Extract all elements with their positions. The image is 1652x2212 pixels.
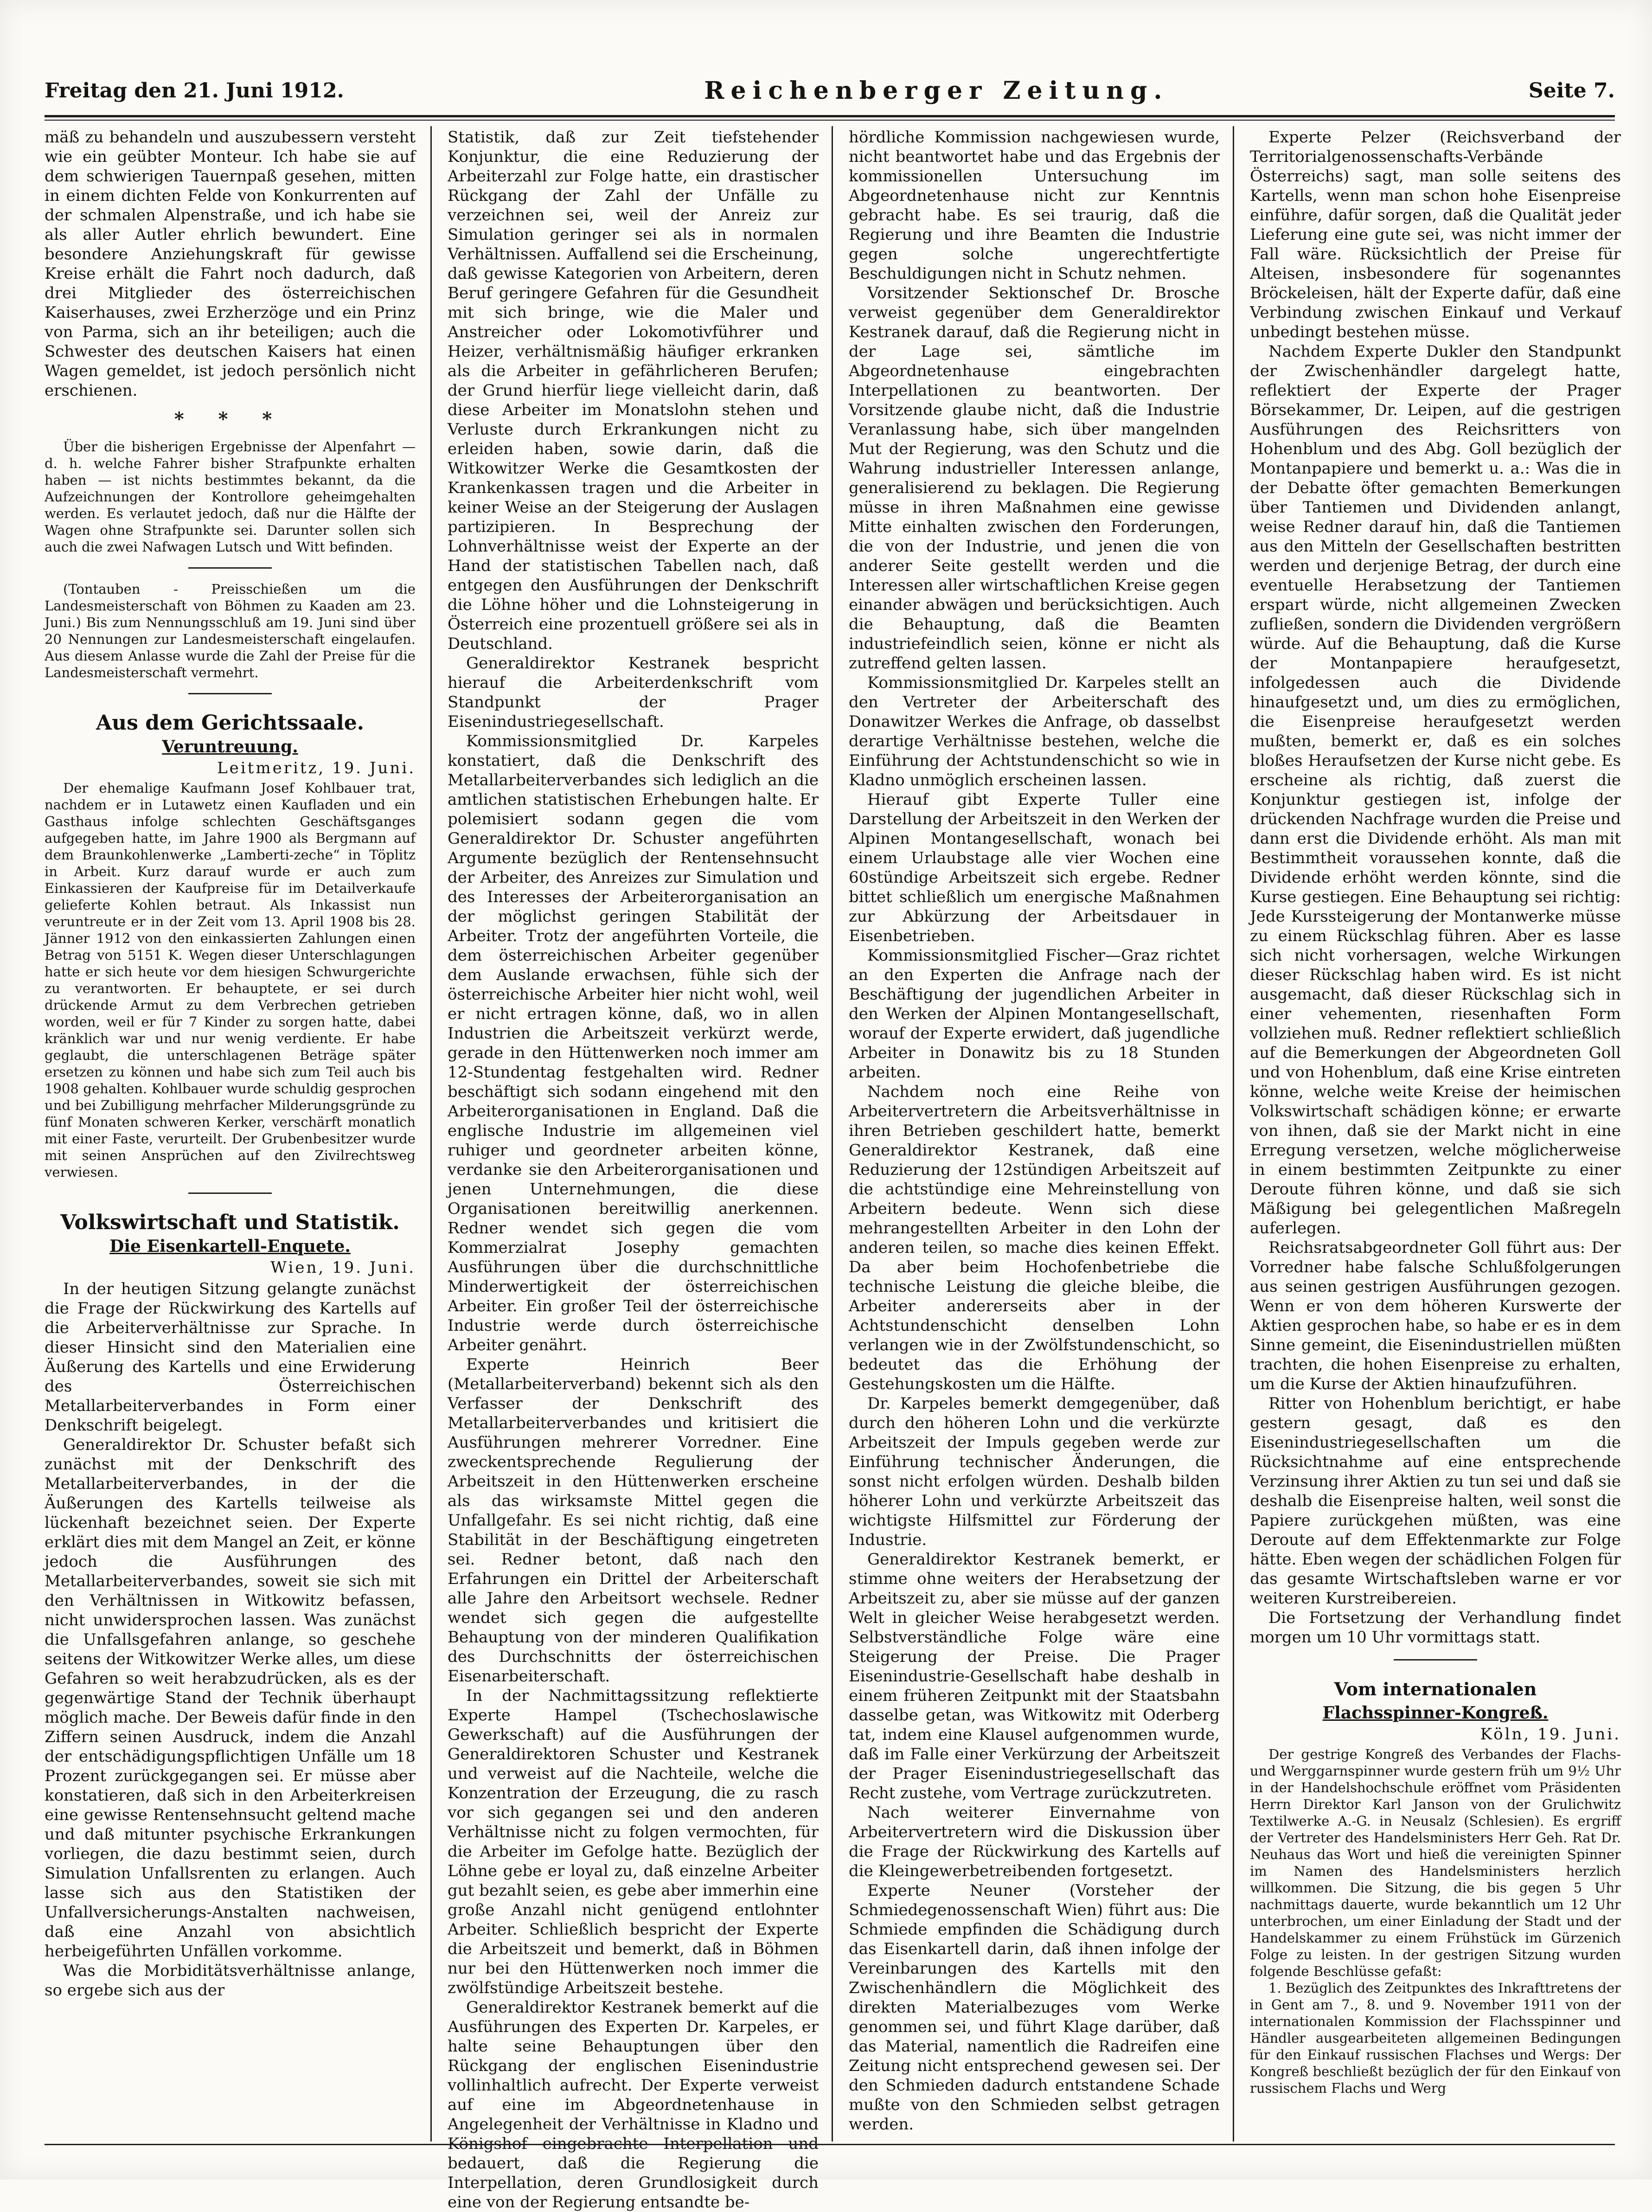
- article-paragraph: Statistik, daß zur Zeit tiefstehender Konjunktur, die eine Reduzierung der Arbeiterzahl zur Folge hatte, ein drastischer Rückgang der Zahl der Unfälle zu verzeichnen sei, weil der Anreiz zur Simulation geringer sei als in normalen Verhältnissen. Auffallend sei die Erscheinung, daß gewisse Kategorien von Arbeitern, deren Beruf geringere Gefahren für die Gesundheit mit sich bringe, wie die Maler und Anstreicher oder Lokomotivführer und Heizer, verhältnismäßig häufiger erkranken als die Arbeiter in gefährlicheren Berufen; der Grund hierfür liege vielleicht darin, daß diese Arbeiter im Monatslohn stehen und Verluste durch Erkrankungen nicht zu erleiden haben, sowie darin, daß die Witkowitzer Werke die Gesamtkosten der Krankenkassen tragen und die Arbeiter in keiner Weise an der Steigerung der Auslagen partizipieren. In Besprechung der Lohnverhältnisse weist der Experte an der Hand der statistischen Tabellen nach, daß entgegen den Ausführungen der Denkschrift die Löhne höher und die Lohnsteigerung in Österreich eine prozentuell größere sei als in Deutschland.: [448, 128, 819, 653]
- article-paragraph: Generaldirektor Dr. Schuster befaßt sich zunächst mit der Denkschrift des Metallarbeiterverbandes, in der die Äußerungen des Kartells teilweise als lückenhaft bezeichnet seien. Der Experte erklärt dies mit dem Mangel an Zeit, er könne jedoch die Ausführungen des Metallarbeiterverbandes, soweit sie sich mit den Verhältnissen in Witkowitz befassen, nicht unwidersprochen lassen. Was zunächst die Unfallsgefahren anlange, so geschehe seitens der Witkowitzer Werke alles, um diese Gefahren so weit herabzudrücken, als es der gegenwärtige Stand der Technik überhaupt möglich mache. Der Beweis dafür finde in den Ziffern seinen Ausdruck, indem die Anzahl der entschädigungspflichtigen Unfälle um 18 Prozent zurückgegangen sei. Er müsse aber konstatieren, daß sich in den Arbeiterkreisen eine gewisse Rentensehnsucht geltend mache und daß mitunter psychische Erkrankungen vorliegen, die dazu bestimmt seien, durch Simulation Unfallsrenten zu erlangen. Auch lasse sich aus den Statistiken der Unfallversicherungs-Anstalten nachweisen, daß eine Anzahl von absichtlich herbeigeführten Unfällen vorkomme.: [45, 1436, 416, 1961]
- article-paragraph: Ritter von Hohenblum berichtigt, er habe gestern gesagt, daß es den Eisenindustriegesellschaften um die Rücksichtnahme auf eine entsprechende Verzinsung ihrer Aktien zu tun sei und daß sie deshalb die Eisenpreise halten, weil sonst die Papiere zurückgehen müßten, was eine Deroute auf dem Effektenmarkte zur Folge hätte. Eben wegen der schädlichen Folgen für das gesamte Wirtschaftsleben warne er vor weiteren Kurstreibereien.: [1250, 1394, 1621, 1608]
- article-paragraph: Dr. Karpeles bemerkt demgegenüber, daß durch den höheren Lohn und die verkürzte Arbeitszeit der Impuls gegeben werde zur Einführung technischer Änderungen, die sonst nicht erfolgen würden. Deshalb bilden höherer Lohn und verkürzte Arbeitszeit das wichtigste Hilfsmittel zur Förderung der Industrie.: [849, 1394, 1220, 1549]
- divider: [188, 567, 272, 569]
- column-divider: [1233, 126, 1234, 2141]
- dateline: Wien, 19. Juni.: [270, 1258, 416, 1277]
- article-paragraph: Der gestrige Kongreß des Verbandes der Flachs- und Werggarnspinner wurde gestern früh um 9½ Uhr in der Handelshochschule eröffnet vom Präsidenten Herrn Direktor Karl Janson von der Grulichwitz Textilwerke A.-G. in Neusalz (Schlesien). Es ergriff der Vertreter des Handelsministers Herr Geh. Rat Dr. Neuhaus das Wort und hieß die vereinigten Spinner im Namen des Handelsministers herzlich willkommen. Die Sitzung, die bis gegen 5 Uhr nachmittags dauerte, wurde bekanntlich um 12 Uhr unterbrochen, um einer Einladung der Stadt und der Handelskammer zu einem Frühstück im Gürzenich Folge zu leisten. In der gestrigen Sitzung wurden folgende Beschlüsse gefaßt:: [1250, 1746, 1621, 1979]
- article-paragraph: Kommissionsmitglied Fischer—Graz richtet an den Experten die Anfrage nach der Beschäftigung der jugendlichen Arbeiter in den Werken der Alpinen Montangesellschaft, worauf der Experte erwidert, daß jugendliche Arbeiter in Donawitz bis zu 18 Stunden arbeiten.: [849, 946, 1220, 1082]
- section-heading: Vom internationalen: [1334, 1679, 1537, 1699]
- article-paragraph: hördliche Kommission nachgewiesen wurde, nicht beantwortet habe und das Ergebnis der kommissionellen Untersuchung im Abgeordnetenhause nicht zur Kenntnis gebracht habe. Es sei traurig, daß die Regierung und ihre Beamten die Industrie gegen solche ungerechtfertigte Beschuldigungen nicht in Schutz nehmen.: [849, 128, 1220, 283]
- page-number: Seite 7.: [1528, 78, 1615, 103]
- article-paragraph: Der ehemalige Kaufmann Josef Kohlbauer trat, nachdem er in Lutawetz einen Kaufladen und ein Gasthaus infolge schlechten Geschäftsganges aufgegeben hatte, im Jahre 1900 als Bergmann auf dem Braunkohlenwerke „Lamberti-zeche“ in Töplitz in Arbeit. Kurz darauf wurde er auch zum Einkassieren der Kaufpreise für im Detailverkaufe gelieferte Kohlen betraut. Als Inkassist nun veruntreute er in der Zeit vom 13. April 1908 bis 28. Jänner 1912 von den einkassierten Zahlungen einen Betrag von 5151 K. Wegen dieser Unterschlagungen hatte er sich heute vor dem hiesigen Schwurgerichte zu verantworten. Er behauptete, er sei durch drückende Armut zu dem Verbrechen getrieben worden, weil er für 7 Kinder zu sorgen hatte, dabei kränklich war und nur wenig verdiente. Er habe geglaubt, die unterschlagenen Beträge später ersetzen zu können und habe sich zum Teil auch bis 1908 gehalten. Kohlbauer wurde schuldig gesprochen und bei Zubilligung mehrfacher Milderungsgründe zu fünf Monaten schweren Kerker, verschärft monatlich mit einer Faste, verurteilt. Der Grubenbesitzer wurde mit seinen Ansprüchen auf den Zivilrechtsweg verwiesen.: [45, 780, 416, 1180]
- article-paragraph: Kommissionsmitglied Dr. Karpeles konstatiert, daß die Denkschrift des Metallarbeiterverbandes sich lediglich an die amtlichen statistischen Erhebungen halte. Er polemisiert sodann gegen die vom Generaldirektor Dr. Schuster angeführten Argumente bezüglich der Rentensehnsucht der Arbeiter, des Anreizes zur Simulation und des Interesses der Arbeiterorganisation an der möglichst geringen Stabilität der Arbeiter. Trotz der angeführten Vorteile, die dem österreichischen Arbeiter gegenüber dem Auslande erwachsen, fühle sich der österreichische Arbeiter hier nicht wohl, weil er nicht ertragen könne, daß, wo in allen Industrien die Arbeitszeit verkürzt werde, gerade in den Hüttenwerken noch immer am 12-Stundentag festgehalten wird. Redner beschäftigt sich sodann eingehend mit den Arbeiterorganisationen in England. Daß die englische Industrie im allgemeinen viel ruhiger und geordneter arbeiten könne, verdanke sie den Arbeiterorganisationen und jenen Unternehmungen, die diese Organisationen bereitwillig anerkennen. Redner wendet sich gegen die vom Kommerzialrat Josephy gemachten Ausführungen über die durchschnittliche Minderwertigkeit der österreichischen Arbeiter. Ein großer Teil der österreichische Industrie werde durch österreichische Arbeiter genährt.: [448, 732, 819, 1354]
- article-paragraph: 1. Bezüglich des Zeitpunktes des Inkrafttretens der in Gent am 7., 8. und 9. November 1911 von der internationalen Kommission der Flachsspinner und Händler ausgearbeiteten allgemeinen Bedingungen für den Einkauf russischen Flachses und Wergs: Der Kongreß beschließt bezüglich der für den Einkauf von russischem Flachs und Werg: [1250, 1980, 1621, 2096]
- divider: [188, 693, 272, 694]
- article-paragraph: Nachdem noch eine Reihe von Arbeitervertretern die Arbeitsverhältnisse in ihren Betrieben geschildert hatte, bemerkt Generaldirektor Kestranek, daß eine Reduzierung der 12stündigen Arbeitszeit auf die achtstündige eine Mehreinstellung von Arbeitern bedeute. Wenn sich diese mehrangestellten Arbeiter in den Lohn der anderen teilen, so mache dies keinen Effekt. Da aber beim Hochofenbetriebe die technische Leistung die gleiche bleibe, die Arbeiter andererseits aber in der Achtstundenschicht denselben Lohn verlangen wie in der Zwölfstundenschicht, so bedeutet das die Erhöhung der Gestehungskosten um die Hälfte.: [849, 1083, 1220, 1393]
- article-paragraph: In der Nachmittagssitzung reflektierte Experte Hampel (Tschechoslawische Gewerkschaft) auf die Ausführungen der Generaldirektoren Schuster und Kestranek und verweist auf die Nachteile, welche die Konzentration der Erzeugung, die zu rasch vor sich gegangen sei und den anderen Verhältnisse nicht zu folgen vermochten, für die Arbeiter im Gefolge hatte. Bezüglich der Löhne gebe er loyal zu, daß einzelne Arbeiter gut bezahlt seien, es gebe aber immerhin eine große Anzahl nicht genügend entlohnter Arbeiter. Schließlich bespricht der Experte die Arbeitszeit und bemerkt, daß in Böhmen nur bei den Hüttenwerken noch immer die zwölfstündige Arbeitszeit bestehe.: [448, 1686, 819, 1997]
- column-divider: [430, 126, 432, 2141]
- header-rule-thin: [45, 120, 1615, 121]
- article-paragraph: Reichsratsabgeordneter Goll führt aus: Der Vorredner habe falsche Schlußfolgerungen aus seinen gestrigen Ausführungen gezogen. Wenn er von dem höheren Kurswerte der Aktien gesprochen habe, so habe er es in dem Sinne gemeint, die Eisenindustriellen müßten trachten, die hohen Eisenpreise zu erhalten, um die Kurse der Aktien hinaufzuführen.: [1250, 1238, 1621, 1393]
- section-heading: Volkswirtschaft und Statistik.: [60, 1211, 400, 1234]
- header-rule: [45, 115, 1615, 117]
- dateline: Leitmeritz, 19. Juni.: [217, 759, 416, 777]
- header-date: Freitag den 21. Juni 1912.: [45, 78, 344, 103]
- divider: [188, 1193, 272, 1194]
- column-2: [448, 128, 819, 2212]
- footer-rule: [45, 2144, 1615, 2145]
- article-paragraph: Experte Neuner (Vorsteher der Schmiedegenossenschaft Wien) führt aus: Die Schmiede empfinden die Schädigung durch das Eisenkartell darin, daß ihnen infolge der Vereinbarungen des Kartells mit den Zwischenhändlern die Möglichkeit des direkten Materialbezuges vom Werke genommen sei, und führt Klage darüber, daß das Material, namentlich die Radreifen eine Zeitung nicht entsprechend gewesen sei. Der den Schmieden dadurch entstandene Schade mußte von den Schmieden selbst getragen werden.: [849, 1881, 1220, 2134]
- article-paragraph: mäß zu behandeln und auszubessern versteht wie ein geübter Monteur. Ich habe sie auf dem schwierigen Tauernpaß gesehen, mitten in einem dichten Felde von Konkurrenten auf der schmalen Alpenstraße, und ich habe sie als aller Autler ehrlich bewundert. Eine besondere Anziehungskraft für gewisse Kreise erhält die Fahrt noch dadurch, daß drei Mitglieder des österreichischen Kaiserhauses, zwei Erzherzöge und ein Prinz von Parma, sich an ihr beteiligen; auch die Schwester des deutschen Kaisers hat einen Wagen gemeldet, ist jedoch persönlich nicht erschienen.: [45, 128, 416, 400]
- article-paragraph: Generaldirektor Kestranek bespricht hierauf die Arbeiterdenkschrift vom Standpunkt der Prager Eisenindustriegesellschaft.: [448, 654, 819, 731]
- article-paragraph: Vorsitzender Sektionschef Dr. Brosche verweist gegenüber dem Generaldirektor Kestranek darauf, daß die Regierung nicht in der Lage sei, sämtliche im Abgeordnetenhause eingebrachten Interpellationen zu beantworten. Der Vorsitzende glaube nicht, daß die Industrie Veranlassung habe, sich über mangelnden Mut der Regierung, was den Schutz und die Wahrung industrieller Interessen anlange, generalisierend zu beklagen. Die Regierung müsse in ihren Maßnahmen eine gewisse Mitte einhalten zwischen den Forderungen, die von der Industrie, und jenen die von anderer Seite gestellt werden und die Interessen aller wirtschaftlichen Kreise gegen einander abwägen und berücksichtigen. Auch die Behauptung, daß die Beamten industriefeindlich seien, könne er nicht als zutreffend gelten lassen.: [849, 284, 1220, 673]
- article-paragraph: Experte Pelzer (Reichsverband der Territorialgenossenschafts-Verbände Österreichs) sagt, man solle seitens des Kartells, wenn man schon hohe Eisenpreise einführe, dafür sorgen, daß die Qualität jeder Lieferung eine gute sei, was nicht immer der Fall wäre. Rücksichtlich der Preise für Alteisen, insbesondere für sogenanntes Bröckeleisen, hält der Experte dafür, daß eine Verbindung zwischen Einkauf und Verkauf unbedingt bestehen müsse.: [1250, 128, 1621, 341]
- article-title: Veruntreuung.: [162, 737, 298, 757]
- column-4: [1250, 128, 1621, 2136]
- column-1: [45, 128, 416, 2136]
- masthead-title: Reichenberger Zeitung.: [704, 76, 1169, 105]
- column-3: [849, 128, 1220, 2136]
- article-paragraph: Kommissionsmitglied Dr. Karpeles stellt an den Vertreter der Arbeiterschaft des Donawitzer Werkes die Anfrage, ob dasselbst derartige Verhältnisse bestehen, welche die Einführung der Achtstundenschicht so wie in Kladno unmöglich erscheinen lassen.: [849, 673, 1220, 789]
- article-paragraph: Über die bisherigen Ergebnisse der Alpenfahrt — d. h. welche Fahrer bisher Strafpunkte erhalten haben — ist nichts bestimmtes bekannt, da die Aufzeichnungen der Kontrollore geheimgehalten werden. Es verlautet jedoch, daß nur die Hälfte der Wagen ohne Strafpunkte sei. Darunter sollen sich auch die zwei Nafwagen Lutsch und Witt befinden.: [45, 439, 416, 555]
- article-paragraph: Nach weiterer Einvernahme von Arbeitervertretern wird die Diskussion über die Frage der Rückwirkung des Kartells auf die Kleingewerbetreibenden fortgesetzt.: [849, 1803, 1220, 1880]
- section-stars: * * *: [174, 408, 286, 430]
- article-title: Flachsspinner-Kongreß.: [1322, 1703, 1549, 1723]
- article-paragraph: In der heutigen Sitzung gelangte zunächst die Frage der Rückwirkung des Kartells auf die Arbeiterverhältnisse zur Sprache. In dieser Hinsicht sind den Materialien eine Äußerung des Kartells und eine Erwiderung des Österreichischen Metallarbeiterverbandes in Form einer Denkschrift beigelegt.: [45, 1280, 416, 1435]
- section-heading: Aus dem Gerichtssaale.: [96, 711, 364, 735]
- article-paragraph: Was die Morbiditätsverhältnisse anlange, so ergebe sich aus der: [45, 1962, 416, 2000]
- dateline: Köln, 19. Juni.: [1480, 1725, 1621, 1744]
- article-paragraph: Generaldirektor Kestranek bemerkt, er stimme ohne weiters der Herabsetzung der Arbeitszeit zu, aber sie müsse auf der ganzen Welt in gleicher Weise herabgesetzt werden. Selbstverständliche Folge wäre eine Steigerung der Preise. Die Prager Eisenindustrie-Gesellschaft habe deshalb in einem früheren Zeitpunkt mit der Staatsbahn dasselbe getan, was Witkowitz mit Oderberg tat, indem eine Klausel aufgenommen wurde, daß im Falle einer Verkürzung der Arbeitszeit der Prager Eisenindustriegesellschaft das Recht zustehe, vom Vertrage zurückzutreten.: [849, 1550, 1220, 1802]
- article-paragraph: Generaldirektor Kestranek bemerkt auf die Ausführungen des Experten Dr. Karpeles, er halte seine Behauptungen über den Rückgang der englischen Eisenindustrie vollinhaltlich aufrecht. Der Experte verweist auf eine im Abgeordnetenhause in Angelegenheit der Verhältnisse in Kladno und Königshof eingebrachte Interpellation und bedauert, daß die Regierung die Interpellation, deren Grundlosigkeit durch eine von der Regierung entsandte be-: [448, 1998, 819, 2212]
- page-header: [45, 70, 1615, 111]
- article-paragraph: Die Fortsetzung der Verhandlung findet morgen um 10 Uhr vormittags statt.: [1250, 1609, 1621, 1647]
- article-paragraph: (Tontauben - Preisschießen um die Landesmeisterschaft von Böhmen zu Kaaden am 23. Juni.) Bis zum Nennungsschluß am 19. Juni sind über 20 Nennungen zur Landesmeisterschaft eingelaufen. Aus diesem Anlasse wurde die Zahl der Preise für die Landesmeisterschaft vermehrt.: [45, 581, 416, 680]
- article-paragraph: Hierauf gibt Experte Tuller eine Darstellung der Arbeitszeit in den Werken der Alpinen Montangesellschaft, wonach bei einem Urlaubstage alle vier Wochen eine 60stündige Arbeitszeit sich ergebe. Redner bittet schließlich um energische Maßnahmen zur Abkürzung der Arbeitsdauer in Eisenbetrieben.: [849, 790, 1220, 945]
- column-divider: [832, 126, 833, 2141]
- divider: [1394, 1659, 1477, 1661]
- article-title: Die Eisenkartell-Enquete.: [109, 1237, 351, 1256]
- article-paragraph: Nachdem Experte Dukler den Standpunkt der Zwischenhändler dargelegt hatte, reflektiert der Experte der Prager Börsekammer, Dr. Leipen, auf die gestrigen Ausführungen des Reichsritters von Hohenblum und des Abg. Goll bezüglich der Montanpapiere und bemerkt u. a.: Was die in der Debatte öfter gemachten Bemerkungen über Tantiemen und Dividenden anlangt, weise Redner darauf hin, daß die Tantiemen aus den Mitteln der Gesellschaften bestritten werden und derjenige Betrag, der durch eine eventuelle Herabsetzung der Tantiemen erspart würde, nicht allgemeinen Zwecken zufließen, sondern die Dividenden vergrößern würde. Auf die Behauptung, daß die Kurse der Montanpapiere heraufgesetzt, infolgedessen auch die Dividende hinaufgesetzt und, um dies zu ermöglichen, die Eisenpreise heraufgesetzt werden mußten, bemerkt er, daß es ein solches bloßes Heraufsetzen der Kurse nicht gebe. Es erscheine als richtig, daß zuerst die Konjunktur gestiegen ist, infolge der drückenden Nachfrage wurden die Preise und dann erst die Dividende erhöht. Als man mit Bestimmtheit voraussehen konnte, daß die Dividende erhöht werden könnte, sind die Kurse gestiegen. Eine Behauptung sei richtig: Jede Kurssteigerung der Montanwerke müsse zu einem Rückschlag führen. Aber es lasse sich nicht vorhersagen, welche Wirkungen dieser Rückschlag haben wird. Es ist nicht ausgemacht, daß dieser Rückschlag sich in einer vehementen, riesenhaften Form vollziehen muß. Redner reflektiert schließlich auf die Bemerkungen der Abgeordneten Goll und von Hohenblum, daß eine Krise eintreten könne, welche weite Kreise der heimischen Volkswirtschaft schädigen könne; er erwarte von ihnen, daß sie der Markt nicht in eine Erregung versetzen, welche möglicherweise in einem bestimmten Zeitpunkte zu einer Deroute führen könne, und daß sie sich Mäßigung bei gelegentlichen Maßregeln auferlegen.: [1250, 342, 1621, 1237]
- article-paragraph: Experte Heinrich Beer (Metallarbeiterverband) bekennt sich als den Verfasser der Denkschrift des Metallarbeiterverbandes und kritisiert die Ausführungen mehrerer Vorredner. Eine zweckentsprechende Regulierung der Arbeitszeit in den Hüttenwerken erscheine als das wirksamste Mittel gegen die Unfallgefahr. Es sei nicht richtig, daß eine Stabilität in der Beschäftigung eingetreten sei. Redner betont, daß nach den Erfahrungen ein Drittel der Arbeiterschaft alle Jahre den Arbeitsort wechsele. Redner wendet sich gegen die aufgestellte Behauptung von der minderen Qualifikation des Durchschnitts der österreichischen Eisenarbeiterschaft.: [448, 1355, 819, 1686]
